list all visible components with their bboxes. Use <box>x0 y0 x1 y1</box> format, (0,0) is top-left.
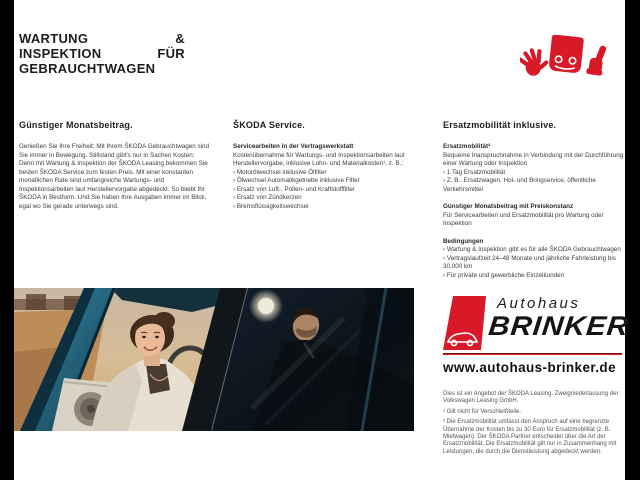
dealer-name: BRINKER <box>487 311 631 341</box>
col2-subheading: Servicearbeiten in der Vertragswerkstatt <box>233 143 354 150</box>
col3-section-ersatzmobilitaet <box>443 143 629 194</box>
col3-text2: Für Servicearbeiten und Ersatzmobilität pro Wartung oder Inspektion <box>443 211 604 227</box>
hero-photo <box>14 288 414 431</box>
col3-section-preiskonstanz <box>443 203 629 229</box>
legal-footnote-1: ¹ Gilt nicht für Verschleißteile. <box>443 408 522 415</box>
page-content <box>14 0 631 480</box>
col2-bullet-list <box>233 169 425 212</box>
bullet-item: › Bremsflüssigkeitswechsel <box>233 202 309 210</box>
col3-sub1: Ersatzmobilität² <box>443 143 491 150</box>
dealer-logo-block <box>443 295 629 375</box>
car-with-hands-icon <box>520 30 612 84</box>
logo-divider <box>443 353 622 355</box>
col2-intro: Kostenübernahme für Wartungs- und Inspektionsarbeiten laut Herstellervorgabe, inklusive Lohn- und Materialkosten¹, z. B.: <box>233 151 405 167</box>
legal-offer-note: Dies ist ein Angebot der ŠKODA Leasing, Zweigniederlassung der Volkswagen Leasing GmbH. <box>443 391 619 405</box>
legal-footnote-2: ² Die Ersatzmobilität umfasst den Anspruch auf eine begrenzte Übernahme der Kosten bis zu 30 Euro für Ersatzmobilität (z. B. Mietwagen). Der ŠKODA Partner entscheidet über die Art der Ersatzmobilität. Die Ersatzmobilität gilt nur in Zusammenhang mit Leistungen, die durch die Dienstleistung abgedeckt werden. <box>443 419 617 455</box>
hero-photo-illustration <box>14 288 414 431</box>
bullet-item: › Ersatz von Zündkerzen <box>233 194 302 201</box>
bullet-item: › Z. B.: Ersatzwagen, Hol- und Bringservice, öffentliche Verkehrsmittel <box>443 177 596 193</box>
legal-text <box>443 391 633 456</box>
section-skoda-service <box>233 120 425 211</box>
title-line1: WARTUNG <box>19 31 89 46</box>
bullet-item: › Für private und gewerbliche Einzelkunden <box>443 271 565 279</box>
col3-section-bedingungen <box>443 238 629 281</box>
section-ersatzmobilitaet <box>443 120 629 289</box>
col3-bullet-list-1 <box>443 169 629 195</box>
brinker-logo-mark-icon <box>443 296 487 350</box>
col3-sub3: Bedingungen <box>443 237 484 245</box>
dealer-script-name: Autohaus <box>497 295 581 312</box>
col3-sub2: Günstiger Monatsbeitrag mit Preiskonstanz <box>443 203 574 210</box>
col1-heading: Günstiger Monatsbeitrag. <box>19 120 133 130</box>
bullet-item: › Vertragslaufzeit 24–48 Monate und jährliche Fahrleistung bis 30.000 km <box>443 254 616 270</box>
bullet-item: › Wartung & Inspektion gibt es für alle ŠKODA Gebrauchtwagen <box>443 246 621 253</box>
bullet-item: › Motorölwechsel inklusive Ölfilter <box>233 168 327 176</box>
title-line3: GEBRAUCHTWAGEN <box>19 61 156 76</box>
col1-body: Genießen Sie Ihre Freiheit: Mit Ihrem ŠKODA Gebrauchtwagen sind Sie immer in Bewegung. Stillstand gibt's nur in Sachen Kosten: Denn mit Wartung & Inspektion der ŠKODA Leasing bekommen Sie besten ŠKODA Service zum festen Preis. Mit einer konstanten monatlichen Rate sind umfangreiche Wartungs- und Inspektionsarbeiten laut Herstellervorgabe abgedeckt. So bleibt Ihr ŠKODA in Bestform. Und Sie haben Ihre Ausgaben immer im Blick, egal wo Sie gerade unterwegs sind. <box>19 143 210 210</box>
title-fuer: FÜR <box>157 46 185 61</box>
col2-heading: ŠKODA Service. <box>233 120 305 130</box>
dealer-logo <box>443 295 629 351</box>
col3-text1: Bequeme Inanspruchnahme in Verbindung mit der Durchführung einer Wartung oder Inspektion <box>443 151 624 167</box>
dealer-website-link[interactable]: www.autohaus-brinker.de <box>443 360 616 375</box>
title-ampersand: & <box>175 31 185 46</box>
col3-heading: Ersatzmobilität inklusive. <box>443 120 557 130</box>
col3-bullet-list-3 <box>443 246 629 280</box>
section-monatsbeitrag <box>19 120 211 211</box>
bullet-item: › Ölwechsel Automatikgetriebe inklusive Filter <box>233 177 360 184</box>
bullet-item: › 1 Tag Ersatzmobilität <box>443 168 506 176</box>
title-line2: INSPEKTION <box>19 46 102 61</box>
bullet-item: › Ersatz von Luft-, Pollen- und Kraftstofffilter <box>233 185 355 193</box>
page-title <box>19 31 185 76</box>
